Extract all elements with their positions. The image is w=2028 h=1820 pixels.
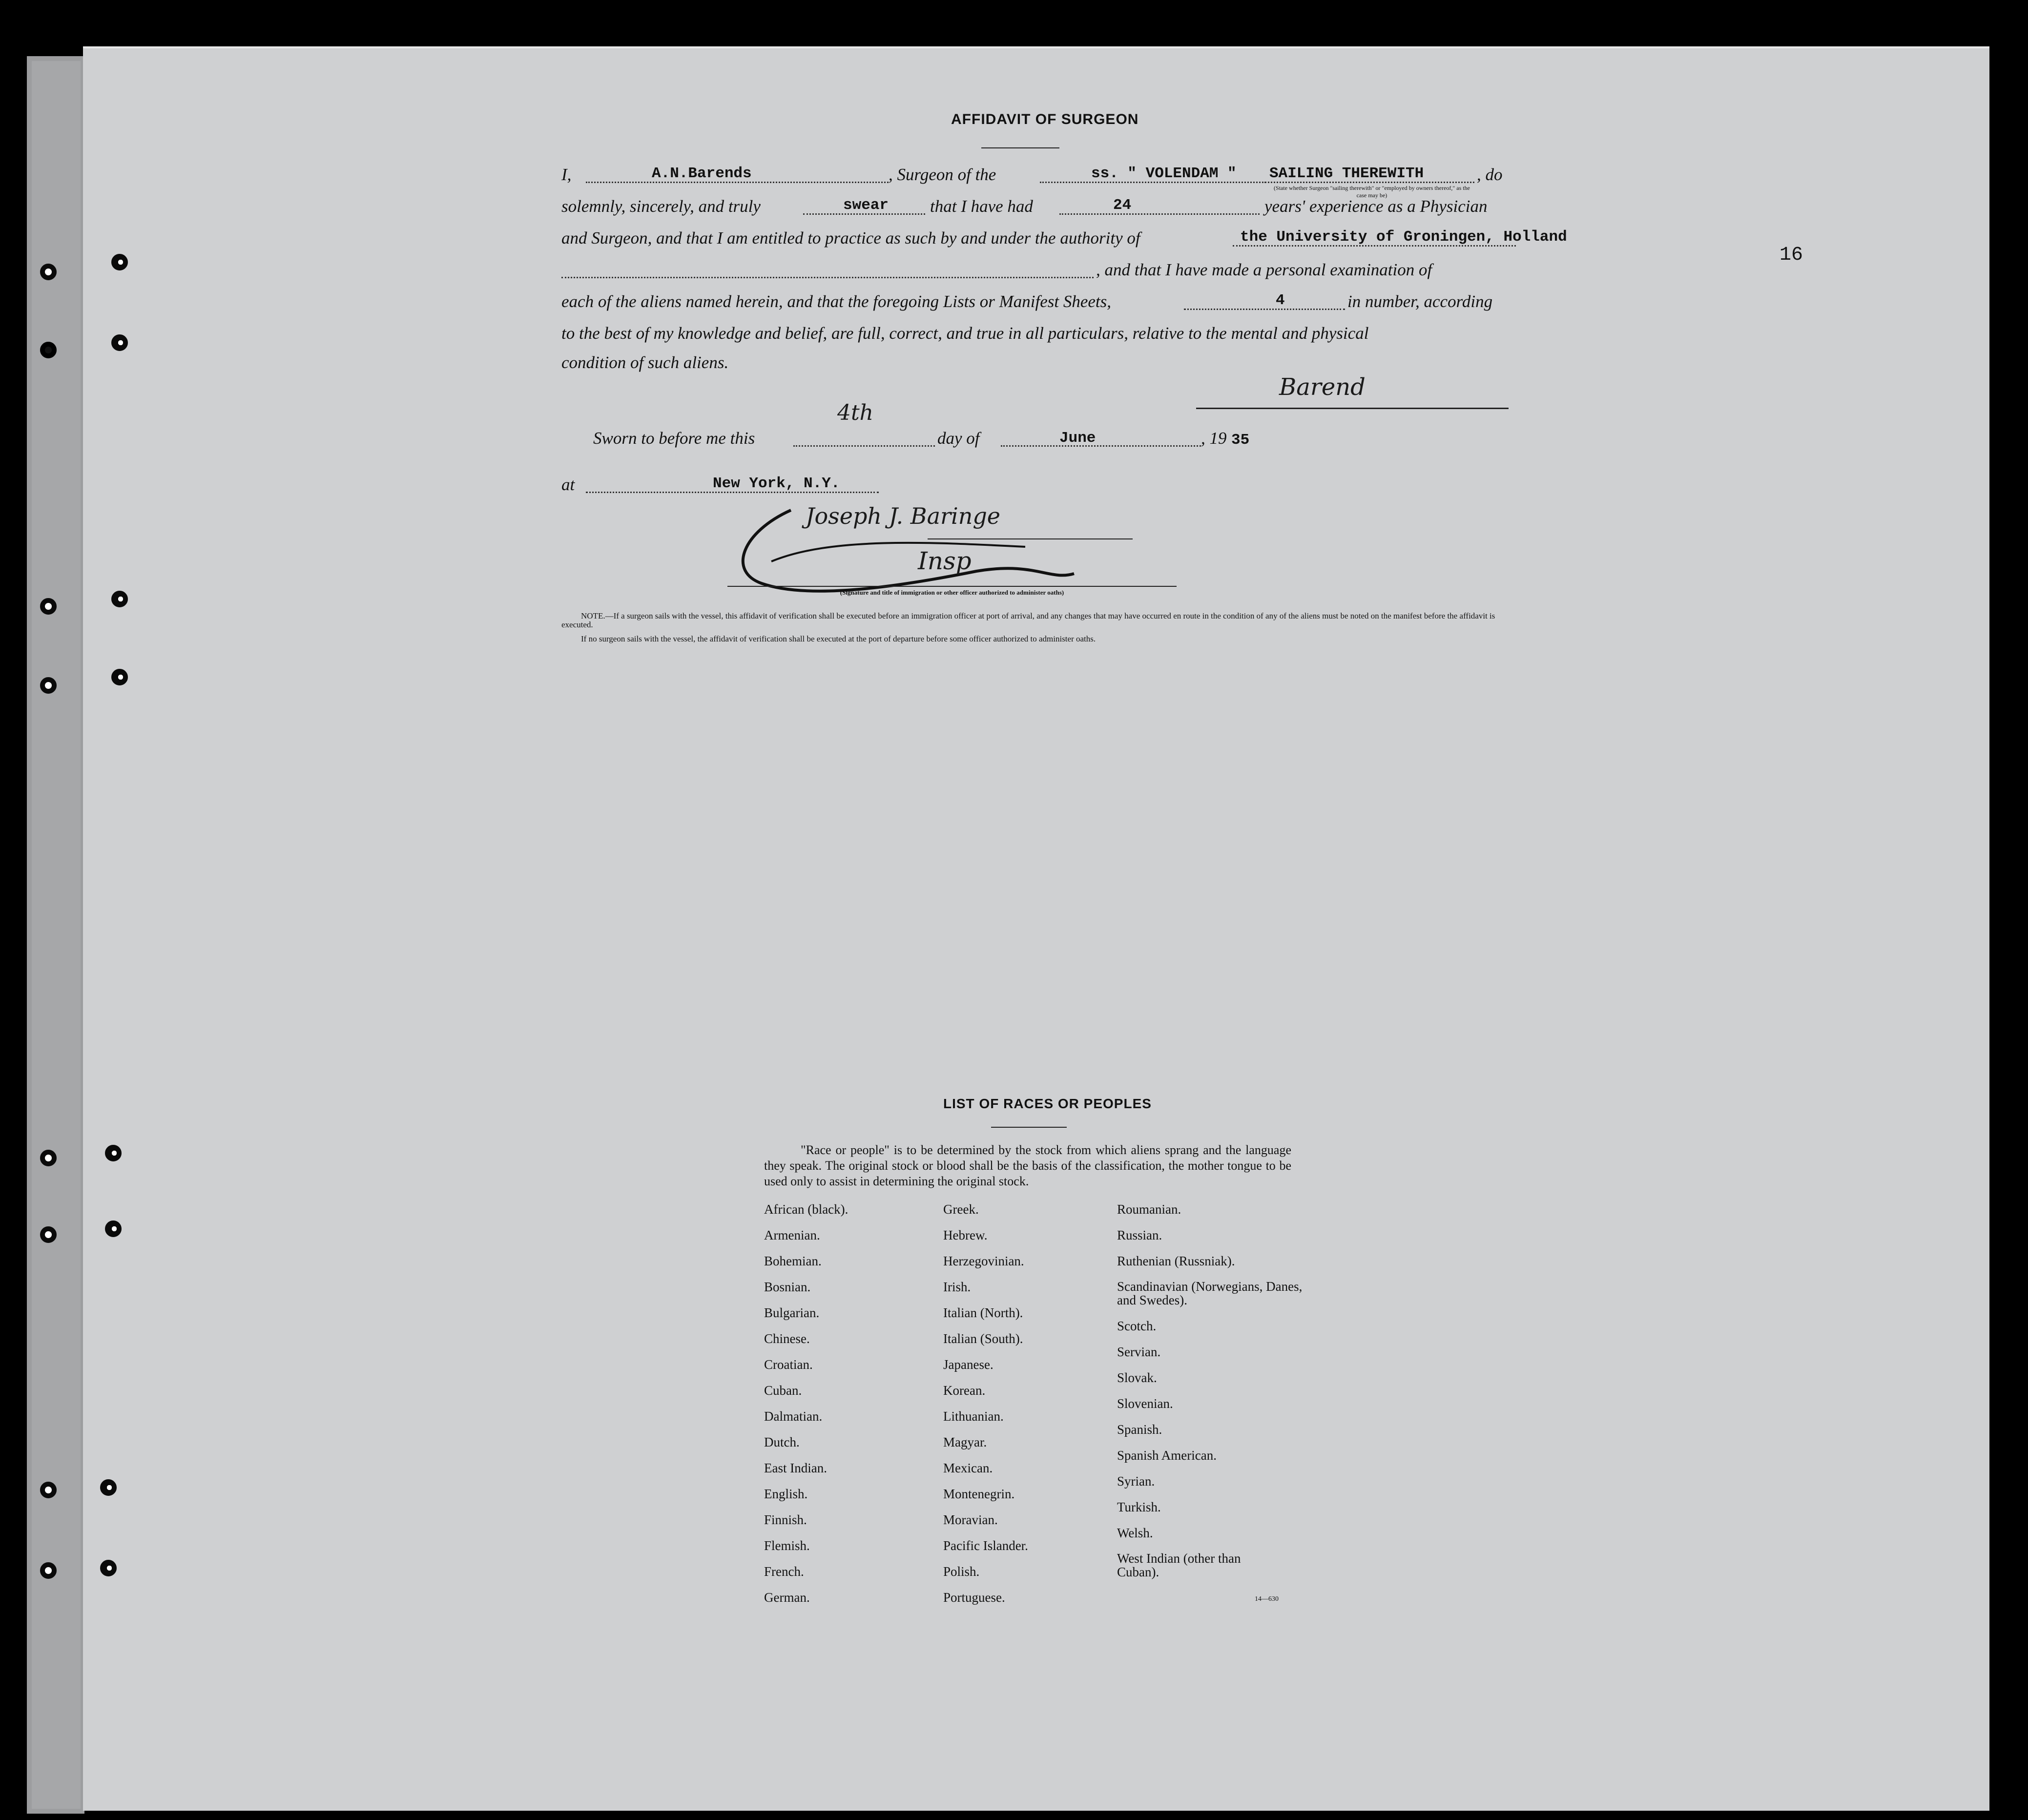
race-item: English. (764, 1487, 808, 1501)
race-item: Spanish. (1117, 1422, 1162, 1437)
sworn-year-prefix: , 19 (1201, 429, 1227, 448)
race-item: Hebrew. (943, 1228, 988, 1242)
race-item: Spanish American. (1117, 1448, 1217, 1463)
race-item: Japanese. (943, 1357, 993, 1372)
line1-suffix: , do (1477, 165, 1503, 184)
race-item: Chinese. (764, 1331, 810, 1346)
place-name: New York, N.Y. (713, 475, 840, 492)
surgeon-name: A.N.Barends (652, 165, 752, 182)
binder-hole-icon (111, 591, 128, 607)
race-item: Russian. (1117, 1228, 1162, 1242)
sworn-year: 35 (1231, 432, 1250, 449)
race-item: Pacific Islander. (943, 1538, 1028, 1553)
race-item: Turkish. (1117, 1500, 1161, 1514)
sailing-subnote: (State whether Surgeon "sailing therewith" or "employed by owners thereof," as the case may be) (1274, 185, 1470, 199)
race-item: Portuguese. (943, 1590, 1005, 1605)
race-item: Slovenian. (1117, 1396, 1173, 1411)
sworn-day: 4th (837, 400, 874, 425)
officer-signature: Joseph J. Baringe (806, 503, 1000, 529)
race-item: Italian (North). (943, 1305, 1023, 1320)
oath-word: swear (843, 197, 889, 214)
race-item: Scotch. (1117, 1319, 1157, 1333)
affidavit-note-1: NOTE.—If a surgeon sails with the vessel, this affidavit of verification shall be executed before an immigration officer at port of arrival, and any changes that may have occurred en route in the condition of any of the aliens must be noted on the manifest before the affidavit is executed. (561, 611, 1495, 629)
race-item: French. (764, 1564, 804, 1579)
race-item: Dutch. (764, 1435, 800, 1449)
race-item: Bosnian. (764, 1280, 811, 1294)
years-line (1059, 213, 1260, 215)
binder-hole-icon (40, 598, 57, 615)
years-value: 24 (1113, 197, 1132, 214)
race-item: Finnish. (764, 1512, 807, 1527)
binder-strip-inner (32, 61, 81, 1809)
sworn-prefix: Sworn to before me this (593, 429, 755, 448)
race-item: Roumanian. (1117, 1202, 1181, 1217)
race-item: Armenian. (764, 1228, 820, 1242)
race-item: Scandinavian (Norwegians, Danes, and Swedes). (1117, 1279, 1303, 1307)
race-item: Flemish. (764, 1538, 810, 1553)
races-col-3 (1117, 1202, 1303, 1591)
races-title: LIST OF RACES OR PEOPLES (943, 1096, 1152, 1111)
binder-hole-icon (105, 1145, 122, 1161)
race-item: East Indian. (764, 1461, 827, 1475)
line2-prefix: solemnly, sincerely, and truly (561, 197, 761, 216)
race-item: Croatian. (764, 1357, 813, 1372)
race-item: Servian. (1117, 1344, 1161, 1359)
at-prefix: at (561, 475, 575, 494)
binder-hole-icon (111, 254, 128, 270)
sheets-count: 4 (1276, 292, 1285, 309)
race-item: Korean. (943, 1383, 986, 1398)
race-item: Lithuanian. (943, 1409, 1004, 1424)
race-item: Greek. (943, 1202, 979, 1217)
race-item: Mexican. (943, 1461, 993, 1475)
binder-hole-icon (40, 677, 57, 694)
race-item: Irish. (943, 1280, 971, 1294)
race-item: Herzegovinian. (943, 1254, 1024, 1268)
surgeon-signature-line (1196, 408, 1509, 409)
race-item: West Indian (other than Cuban). (1117, 1551, 1241, 1579)
page-number: 16 (1780, 244, 1803, 266)
binder-hole-icon (100, 1560, 117, 1576)
races-intro: "Race or people" is to be determined by the stock from which aliens sprang and the language they speak. The original stock or blood shall be the basis of the classification, the mother tongue to be used only to assist in determining the original stock. (764, 1143, 1291, 1188)
race-item: Ruthenian (Russniak). (1117, 1254, 1235, 1268)
binder-hole-icon (111, 334, 128, 351)
authority-line (1233, 245, 1516, 247)
race-item: Dalmatian. (764, 1409, 823, 1424)
race-item: Cuban. (764, 1383, 802, 1398)
binder-hole-icon (40, 342, 57, 358)
surgeon-signature: Barend (1279, 373, 1366, 401)
line2-suffix: years' experience as a Physician (1264, 197, 1488, 216)
race-item: Polish. (943, 1564, 980, 1579)
authority-line-2 (561, 277, 1094, 278)
title-underline (981, 147, 1059, 148)
sailing-line (1264, 182, 1474, 183)
race-item: Moravian. (943, 1512, 998, 1527)
race-item: Bohemian. (764, 1254, 822, 1268)
binder-hole-icon (40, 264, 57, 280)
officer-title: Insp (918, 547, 972, 575)
line6: to the best of my knowledge and belief, are full, correct, and true in all particulars, relative to the mental and physical (561, 324, 1369, 343)
binder-hole-icon (40, 1562, 57, 1579)
binder-hole-icon (40, 1482, 57, 1498)
signature-caption: (Signature and title of immigration or other officer authorized to administer oaths) (840, 589, 1064, 596)
binder-hole-icon (111, 669, 128, 685)
line4-suffix: , and that I have made a personal examination of (1096, 260, 1432, 279)
race-item: Syrian. (1117, 1474, 1155, 1489)
races-col-1 (764, 1202, 911, 1616)
month-line (1001, 445, 1201, 447)
form-number: 14—630 (1255, 1595, 1279, 1603)
line1-mid: , Surgeon of the (889, 165, 996, 184)
line5-suffix: in number, according (1347, 292, 1493, 311)
races-title-underline (991, 1127, 1067, 1128)
line7: condition of such aliens. (561, 353, 729, 372)
sworn-month: June (1059, 430, 1096, 447)
authority-name: the University of Groningen, Holland (1240, 228, 1567, 246)
binder-hole-icon (40, 1226, 57, 1243)
sheets-line (1184, 309, 1345, 310)
day-line (793, 445, 935, 447)
races-col-2 (943, 1202, 1104, 1616)
race-item: Slovak. (1117, 1370, 1157, 1385)
officer-signature-line-1 (928, 538, 1133, 539)
sailing-status: SAILING THEREWITH (1269, 165, 1424, 182)
officer-signature-line-2 (727, 586, 1177, 587)
race-item: Italian (South). (943, 1331, 1023, 1346)
binder-hole-icon (100, 1479, 117, 1496)
affidavit-title: AFFIDAVIT OF SURGEON (951, 111, 1139, 127)
line1-prefix: I, (561, 165, 572, 184)
race-item: Montenegrin. (943, 1487, 1015, 1501)
sworn-mid: day of (937, 429, 980, 448)
race-item: Bulgarian. (764, 1305, 820, 1320)
race-item: German. (764, 1590, 810, 1605)
binder-hole-icon (105, 1220, 122, 1237)
vessel-name: ss. " VOLENDAM " (1091, 165, 1237, 182)
binder-hole-icon (40, 1150, 57, 1166)
line3-prefix: and Surgeon, and that I am entitled to practice as such by and under the authority of (561, 228, 1140, 248)
affidavit-note-2: If no surgeon sails with the vessel, the affidavit of verification shall be executed at the port of departure before some officer authorized to administer oaths. (581, 634, 1096, 643)
line5-prefix: each of the aliens named herein, and that the foregoing Lists or Manifest Sheets, (561, 292, 1112, 311)
race-item: Magyar. (943, 1435, 987, 1449)
race-item: Welsh. (1117, 1526, 1153, 1540)
line2-mid: that I have had (930, 197, 1033, 216)
race-item: African (black). (764, 1202, 848, 1217)
